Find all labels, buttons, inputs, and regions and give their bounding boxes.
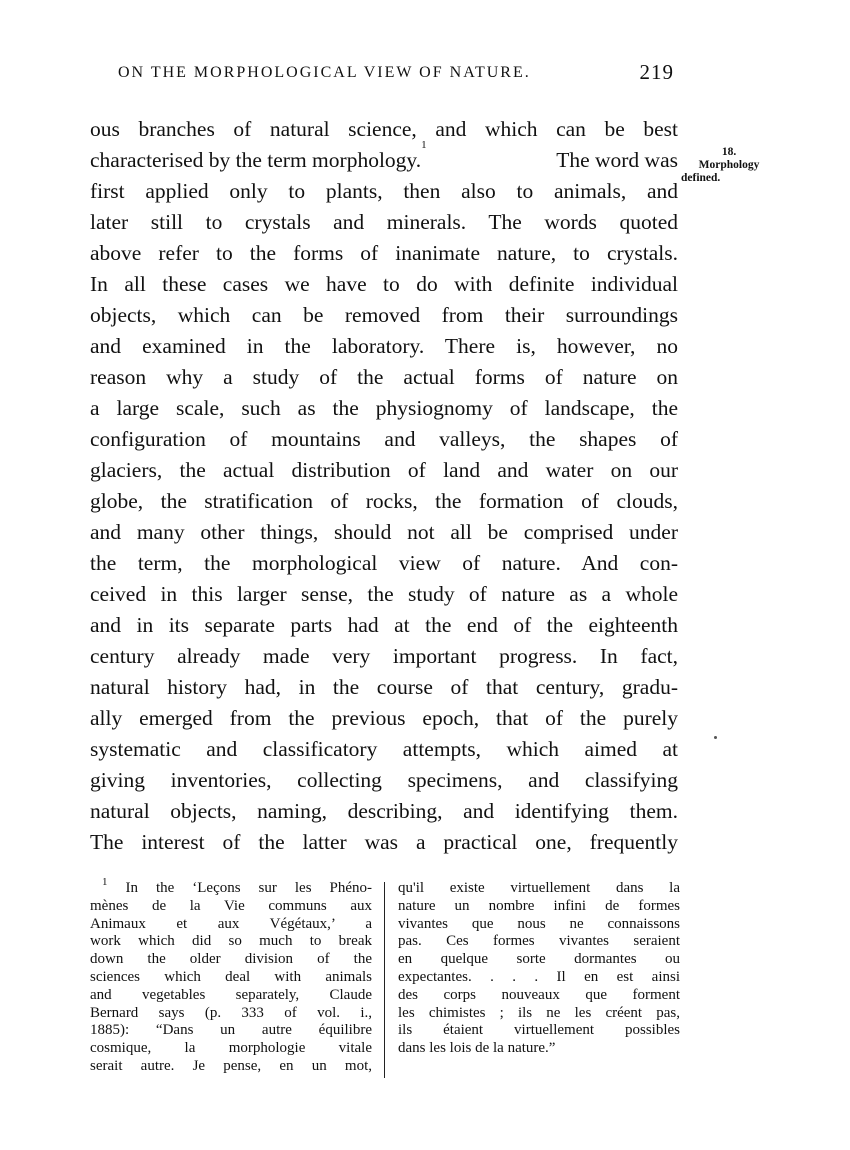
body-line-end: The word was: [556, 148, 678, 172]
body-line: globe, the stratification of rocks, the formation of clouds,: [90, 489, 678, 513]
body-line: reason why a study of the actual forms of nature on: [90, 365, 678, 389]
footnote-line: [90, 876, 373, 898]
footnote-line: and vegetables separately, Claude: [90, 986, 372, 1003]
footnote-line: sciences which deal with animals: [90, 968, 372, 985]
footnote-line: cosmique, la morphologie vitale: [90, 1040, 372, 1057]
body-line: and examined in the laboratory. There is, however, no: [90, 334, 678, 358]
footnote-line: dans les lois de la nature.”: [398, 1040, 556, 1057]
body-line: glaciers, the actual distribution of land and water on our: [90, 458, 678, 482]
body-line: above refer to the forms of inanimate nature, to crystals.: [90, 241, 678, 265]
footnote-left-column: [90, 876, 373, 1076]
footnote-line: work which did so much to break: [90, 933, 372, 950]
body-line: The interest of the latter was a practical one, frequently: [90, 830, 678, 854]
body-line: ceived in this larger sense, the study of nature as a whole: [90, 582, 678, 606]
footnote-reference: 1: [421, 139, 427, 151]
body-text: [90, 114, 678, 858]
running-head: [118, 60, 678, 90]
footnote-line: qu'il existe virtuellement dans la: [398, 880, 680, 896]
body-line: systematic and classificatory attempts, which aimed at: [90, 737, 678, 761]
running-title: ON THE MORPHOLOGICAL VIEW OF NATURE.: [118, 64, 531, 81]
body-line-start: characterised by the term morphology.: [90, 148, 422, 172]
marginal-note-heading-cont: defined.: [681, 172, 721, 184]
body-line: objects, which can be removed from their surroundings: [90, 303, 678, 327]
body-line: the term, the morphological view of nature. And con-: [90, 551, 678, 575]
footnote-line: ils étaient virtuellement possibles: [398, 1022, 680, 1039]
footnote-line: 1885): “Dans un autre équilibre: [90, 1022, 372, 1039]
footnote-line: Bernard says (p. 333 of vol. i.,: [90, 1004, 372, 1021]
body-line: century already made very important progress. In fact,: [90, 644, 678, 668]
footnote-line: pas. Ces formes vivantes seraient: [398, 933, 680, 950]
body-line: ally emerged from the previous epoch, that of the purely: [90, 706, 678, 730]
print-speck: [714, 736, 717, 739]
footnote-line: down the older division of the: [90, 951, 372, 968]
body-line: and many other things, should not all be comprised under: [90, 520, 678, 544]
body-line: natural objects, naming, describing, and identifying them.: [90, 799, 678, 823]
page-number: 219: [639, 60, 674, 84]
footnote-line: en quelque sorte dormantes ou: [398, 951, 680, 968]
footnote-line: les chimistes ; ils ne les créent pas,: [398, 1004, 680, 1021]
body-line: configuration of mountains and valleys, the shapes of: [90, 427, 678, 451]
body-line: first applied only to plants, then also to animals, and: [90, 179, 678, 203]
footnote-marker: 1: [102, 876, 108, 888]
body-line: ous branches of natural science, and which can be best: [90, 117, 678, 141]
footnotes: [90, 876, 680, 1100]
footnote-column-divider: [384, 882, 385, 1078]
footnote-line: vivantes que nous ne connaissons: [398, 915, 680, 932]
footnote-line: des corps nouveaux que forment: [398, 986, 680, 1003]
footnote-line: Animaux et aux Végétaux,’ a: [90, 915, 372, 932]
body-line: giving inventories, collecting specimens, and classifying: [90, 768, 678, 792]
marginal-note-heading: Morphology: [698, 159, 760, 171]
footnote-line: serait autre. Je pense, en un mot,: [90, 1057, 372, 1074]
body-line: and in its separate parts had at the end of the eighteenth: [90, 613, 678, 637]
body-line: a large scale, such as the physiognomy of landscape, the: [90, 396, 678, 420]
footnote-line: nature un nombre infini de formes: [398, 897, 680, 914]
footnote-line: expectantes. . . . Il en est ainsi: [398, 968, 680, 985]
footnote-right-column: [398, 880, 680, 1058]
marginal-note: [681, 146, 777, 185]
body-line: natural history had, in the course of that century, gradu-: [90, 675, 678, 699]
body-line: In all these cases we have to do with definite individual: [90, 272, 678, 296]
marginal-note-number: 18.: [721, 146, 737, 158]
footnote-line-text: In the ‘Leçons sur les Phéno-: [125, 880, 373, 896]
body-line: [90, 139, 678, 176]
footnote-line: mènes de la Vie communs aux: [90, 897, 372, 914]
body-line: later still to crystals and minerals. The words quoted: [90, 210, 678, 234]
